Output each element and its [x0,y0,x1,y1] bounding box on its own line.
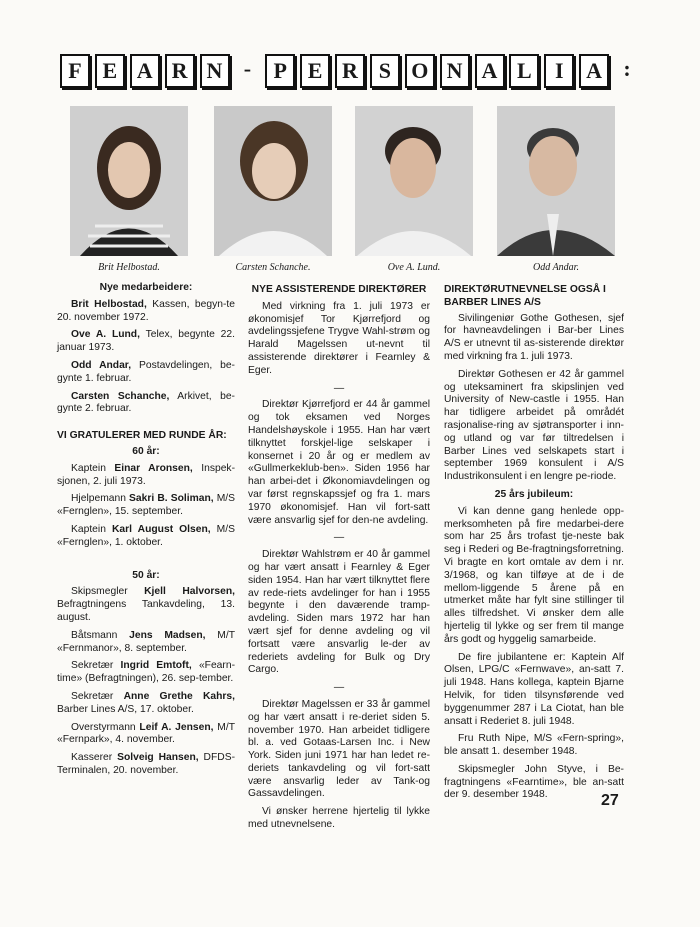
list-item [57,660,235,686]
title-letter: L [509,54,539,88]
title-letter: N [200,54,230,88]
title-letter: - [243,56,252,81]
portrait-image [70,106,188,256]
title-letter: O [405,54,435,88]
list-item [57,493,235,519]
title-letter: R [165,54,195,88]
list-item [57,586,235,624]
entry [57,391,235,417]
paragraph: Fru Ruth Nipe, M/S «Fern-spring», ble ansatt 1. desember 1948. [444,733,624,758]
entry-name: Carsten Schanche, [71,390,170,402]
item-name: Karl August Olsen, [111,523,211,535]
list-item [57,463,235,489]
entry-text: Postavdelingen, be-gynte 1. februar. [57,359,235,384]
item-name: Kjell Halvorsen, [144,586,235,598]
item-text: Barber Lines A/S, 17. oktober. [57,703,194,715]
portrait-image [214,106,332,256]
title-letter: R [335,54,365,88]
item-text: Inspek-sjonen, 2. juli 1973. [57,462,235,487]
item-title: Skipsmegler [71,586,145,598]
separator: — [333,382,345,394]
paragraph: Sivilingeniør Gothe Gothesen, sjef for havneavdelingen i Bar-ber Lines A/S er utnevnt til as-sisterende direktør med virkning fra 1. juli 1973. [444,312,624,362]
paragraph: Direktør Wahlstrøm er 40 år gammel og har vært ansatt i Fearnley & Eger siden 1954. Han har vært tilknyttet flere av rede-riets avdelinger for han i 1955 begynte i den daværende tramp-avdeling. Siden mars 1972 har han vært sjef for denne avdeling og vil fortsatt være ansvarlig le-der av rederiets avdeling for Bulk og Dry Cargo. [248,549,430,676]
item-name: Sakri B. Soliman, [129,493,214,505]
photo-caption: Ove A. Lund. [387,262,441,273]
list-item [57,524,235,550]
item-name: Solveig Hansen, [117,752,199,764]
title-letter: I [544,54,574,88]
item-title: Kaptein [71,462,115,474]
portrait-image [497,106,615,256]
list-item [57,691,235,717]
entry [57,299,235,325]
item-name: Jens Madsen, [129,629,206,641]
entry-name: Ove A. Lund, [71,329,140,341]
paragraph: Direktør Gothesen er 42 år gammel og uteksaminert fra skipslinjen ved University of New-castle i 1955. Han har tidligere arbeidet på områdét rasjonalise-ring av sjøtransporter i inn- og utland og var før tiltredelsen i Barber Lines ved selskapets start i september 1969 konsulent i A/S Industrikonsulent i en lengre pe-riode. [444,368,624,483]
item-name: Anne Grethe Kahrs, [123,690,235,702]
item-name: Ingrid Emtoft, [120,660,192,672]
paragraph: Med virkning fra 1. juli 1973 er økonomisjef Tor Kjørrefjord og avdelingssjefene Trygve Wahl-strøm og Harald Magelssen ut-nevnt til assisterende direktører i Fearnley & Eger. [248,300,430,376]
section-heading: DIREKTØRUTNEVNELSE OGSÅ I BARBER LINES A/S [444,284,606,308]
portrait-photo-2 [214,106,332,256]
portrait-photo-1 [70,106,188,256]
entry [57,360,235,386]
entry-name: Odd Andar, [71,359,132,371]
column-assistant-directors [248,284,430,837]
separator: — [333,682,345,694]
paragraph: Vi kan denne gang henlede opp-merksomheten på fire medarbei-dere som har 25 års trofast tje-neste bak seg i Rederi og Be-fragtningsforretning. Vi bragte en kort omtale av dem i nr. 3/1968, og kan tilføye at de i de mellom-liggende 5 årene på en utmerket måte har fylt sine stillinger til alles tilfredshet. Vi ønsker dem alle hjertelig til lykke og ser frem til mange års godt og hyggelig samarbeide. [444,505,624,645]
section-heading: VI GRATULERER MED RUNDE ÅR: [57,430,227,442]
paragraph: Vi ønsker herrene hjertelig til lykke med utnevnelsene. [248,806,430,831]
subheading: 50 år: [132,569,160,581]
title-letter: S [370,54,400,88]
separator: — [333,532,345,544]
item-text: M/S «Fernglen», 1. oktober. [57,523,235,548]
list-item [57,752,235,778]
item-title: Kaptein [71,523,112,535]
title-letter: A [475,54,505,88]
title-letter: E [95,54,125,88]
title-letter: E [300,54,330,88]
title-letter: A [130,54,160,88]
item-title: Sekretær [71,660,121,672]
title-letter: P [265,54,295,88]
list-item [57,722,235,748]
item-text: M/S «Fernglen», 15. september. [57,493,236,518]
entry-text: Arkivet, be-gynte 2. februar. [57,390,235,415]
item-text: M/T «Fernpark», 4. november. [57,721,235,746]
title-letter: A [579,54,609,88]
item-title: Overstyrmann [71,721,140,733]
photo-caption: Carsten Schanche. [235,262,311,273]
item-title: Hjelpemann [71,493,130,505]
photo-caption: Odd Andar. [533,262,579,273]
portrait-image [355,106,473,256]
portrait-photo-3 [355,106,473,256]
photo-caption: Brit Helbostad. [98,262,160,273]
entry-text: Kassen, begyn-te 20. november 1972. [57,298,236,323]
entry-name: Brit Helbostad, [71,298,147,310]
entry-text: Telex, begynte 22. januar 1973. [57,329,235,354]
title-letter: F [60,54,90,88]
paragraph: Skipsmegler John Styve, i Be-fragtningens «Fearntime», ble an-satt der 9. desember 1948. [444,763,624,801]
item-title: Kasserer [71,752,118,764]
item-name: Leif A. Jensen, [139,721,214,733]
title-letter: N [440,54,470,88]
item-text: M/T «Fernmanor», 8. september. [57,629,236,654]
item-title: Sekretær [71,690,124,702]
section-heading: NYE ASSISTERENDE DIREKTØRER [251,284,427,295]
title-letter: : [623,56,631,81]
subheading: 25 års jubileum: [494,488,574,500]
page-title [60,54,640,88]
portrait-photo-4 [497,106,615,256]
paragraph: Direktør Kjørrefjord er 44 år gammel og tok eksamen ved Norges Handelshøyskole i 1955. Han har vært tilknyttet forskjel-lige selskaper i konsernet i 20 år og er medlem av «Gullmerkeklub-ben». Siden 1956 har han arbei-det i Økonomiavdelingen og var først regnskapssjef og fra 1. mars 1970 økonomisjef. Han vil fort-satt være ansvarlig sjef for den-ne avdeling. [248,399,430,526]
page-number: 27 [601,792,619,809]
item-name: Einar Aronsen, [114,462,193,474]
subheading: 60 år: [132,445,160,457]
item-text: «Fearn-time» (Befragtningen), 26. sep-tember. [57,660,235,685]
list-item [57,630,235,656]
column-new-staff [57,282,235,783]
item-text: Befragtningens Tankavdeling, 13. august. [57,599,235,623]
section-heading: Nye medarbeidere: [99,282,193,293]
paragraph: Direktør Magelssen er 33 år gammel og har vært ansatt i re-deriet siden 5. november 1970. Han arbeidet tidligere bl. a. ved Gotaas-Larsen Inc. i New York. Siden juni 1971 har han ledet re-deriets tankavdeling og vil fort-satt være ansvarlig leder av Tank-og Gassavdelingen. [248,698,430,800]
item-title: Båtsmann [71,629,130,641]
item-text: DFDS-Terminalen, 20. november. [57,752,235,776]
paragraph: De fire jubilantene er: Kaptein Alf Olsen, LPG/C «Fernwave», an-satt 7. juli 1948. Hans kollega, kaptein Bjarne Helvik, for tiden tilsynsførende ved byggenummer 287 i La Ciotat, han ble ansatt i Rederiet 8. juli 1948. [444,651,624,727]
column-barber-lines [444,284,624,807]
entry [57,329,235,355]
